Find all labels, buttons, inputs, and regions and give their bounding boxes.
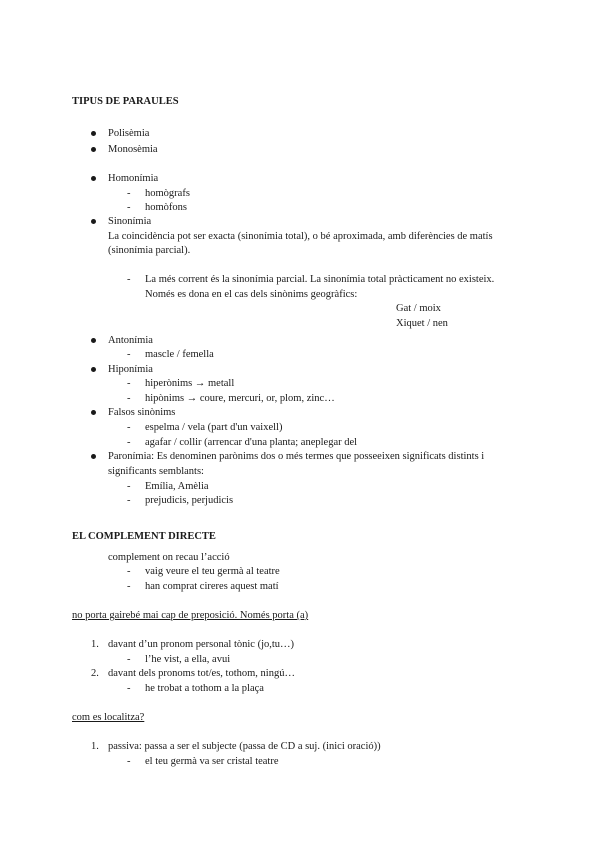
dash-marker: -	[127, 202, 131, 213]
list-item-paronimia: Paronímia: Es denominen parònims dos o més termes que posseeixen significats distints i	[108, 451, 485, 462]
numbered-item: davant dels pronoms tot/es, tothom, ningú…	[108, 668, 295, 679]
sublist-item: hipònims → coure, mercuri, or, plom, zinc…	[145, 393, 335, 404]
dash-marker: -	[127, 422, 131, 433]
bullet-icon	[91, 367, 96, 372]
example-item: han comprat cireres aquest matí	[145, 581, 279, 592]
dash-marker: -	[127, 437, 131, 448]
dash-marker: -	[127, 188, 131, 199]
section-title-tipus: TIPUS DE PARAULES	[72, 96, 179, 107]
sublist-item: homògrafs	[145, 188, 190, 199]
list-number: 1.	[91, 639, 99, 650]
list-item-sinonimia: Sinonímia	[108, 216, 152, 227]
numbered-item: passiva: passa a ser el subjecte (passa de CD a suj. (inici oració))	[108, 741, 381, 752]
bullet-icon	[91, 454, 96, 459]
cd-intro: complement on recau l’acció	[108, 552, 230, 563]
list-item-monosemia: Monosèmia	[108, 144, 158, 155]
list-item-antonimia: Antonímia	[108, 335, 153, 346]
sublist-item: homòfons	[145, 202, 187, 213]
list-item-hiponimia: Hiponímia	[108, 364, 153, 375]
bullet-icon	[91, 219, 96, 224]
dash-marker: -	[127, 566, 131, 577]
dash-marker: -	[127, 378, 131, 389]
dash-marker: -	[127, 481, 131, 492]
sinonimia-example: Gat / moix	[396, 303, 441, 314]
sublist-item: prejudicis, perjudicis	[145, 495, 234, 506]
list-item-falsos-sinonims: Falsos sinònims	[108, 407, 176, 418]
list-item-paronimia: significants semblants:	[108, 466, 204, 477]
dash-marker: -	[127, 581, 131, 592]
sublist-item: l’he vist, a ella, avui	[145, 654, 231, 665]
dash-marker: -	[127, 349, 131, 360]
dash-marker: -	[127, 393, 131, 404]
sublist-item: hiperònims → metall	[145, 378, 235, 389]
heading-localitza: com es localitza?	[72, 712, 145, 723]
sublist-item: mascle / femella	[145, 349, 214, 360]
sinonimia-note: La més corrent és la sinonímia parcial. La sinonímia total pràcticament no existeix.	[145, 274, 495, 285]
list-number: 1.	[91, 741, 99, 752]
list-number: 2.	[91, 668, 99, 679]
sublist-item: agafar / collir (arrencar d'una planta; aneplegar del	[145, 437, 358, 448]
bullet-icon	[91, 131, 96, 136]
dash-marker: -	[127, 756, 131, 767]
sublist-item: Emília, Amèlia	[145, 481, 209, 492]
sinonimia-example: Xiquet / nen	[396, 318, 448, 329]
dash-marker: -	[127, 654, 131, 665]
sublist-item: el teu germà va ser cristal teatre	[145, 756, 279, 767]
bullet-icon	[91, 410, 96, 415]
dash-marker: -	[127, 274, 131, 285]
example-item: vaig veure el teu germà al teatre	[145, 566, 280, 577]
sublist-item: espelma / vela (part d'un vaixell)	[145, 422, 283, 433]
sinonimia-description: (sinonímia parcial).	[108, 245, 191, 256]
bullet-icon	[91, 176, 96, 181]
section-title-complement-directe: EL COMPLEMENT DIRECTE	[72, 531, 216, 542]
sinonimia-description: La coincidència pot ser exacta (sinonímia total), o bé aproximada, amb diferències de matís	[108, 231, 493, 242]
heading-preposicio: no porta gairebé mai cap de preposició. Només porta (a)	[72, 610, 309, 621]
bullet-icon	[91, 338, 96, 343]
dash-marker: -	[127, 683, 131, 694]
numbered-item: davant d’un pronom personal tònic (jo,tu…)	[108, 639, 295, 650]
sublist-item: he trobat a tothom a la plaça	[145, 683, 264, 694]
dash-marker: -	[127, 495, 131, 506]
list-item-homonimia: Homonímia	[108, 173, 159, 184]
bullet-icon	[91, 147, 96, 152]
list-item-polisemia: Polisèmia	[108, 128, 150, 139]
sinonimia-note: Només es dona en el cas dels sinònims geogràfics:	[145, 289, 358, 300]
